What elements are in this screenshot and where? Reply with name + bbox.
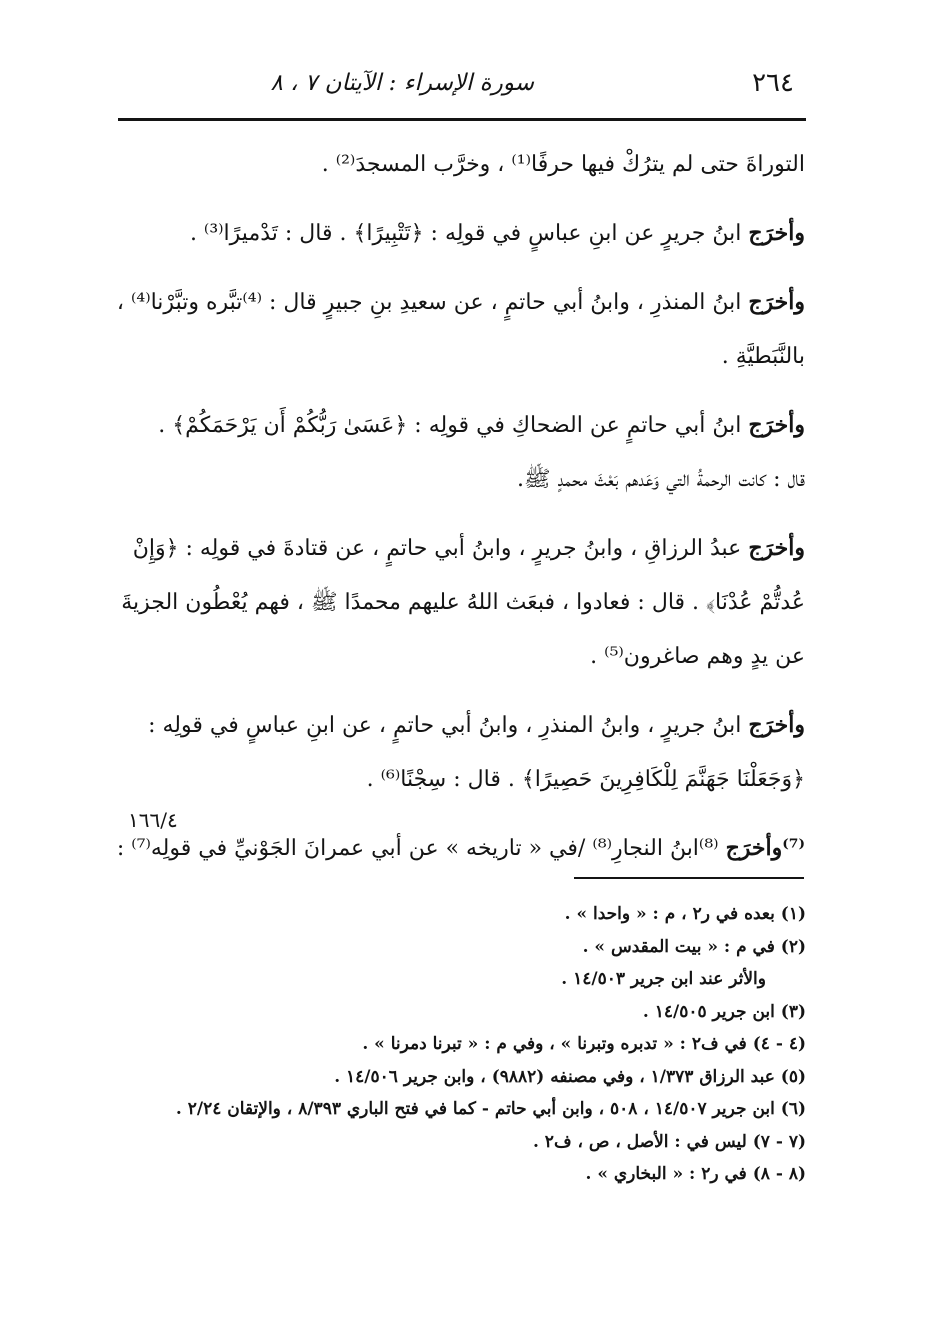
- lead-word: وأخرَج: [748, 712, 805, 738]
- text-line: قال : كانت الرحمةُ التي وَعَدهم بَعْثَ محمدٍ ﷺ.: [517, 467, 805, 492]
- text-line: وأخرَج ابنُ المنذرِ ، وابنُ أبي حاتمٍ ، عن سعيدِ بنِ جبيرٍ قال : ⁽⁴⁾تبَّره وتبَّرْنا⁽⁴⁾ ،: [116, 289, 805, 315]
- paragraph: [115, 698, 805, 807]
- text-line: وأخرَج ابنُ أبي حاتمٍ عن الضحاكِ في قولِه : ﴿عَسَىٰ رَبُّكُمْ أَن يَرْحَمَكُمْ﴾ .: [158, 412, 805, 438]
- text-line: التوراةَ حتى لم يترُكْ فيها حرفًا⁽¹⁾ ، وخرَّب المسجدَ⁽²⁾ .: [321, 152, 805, 177]
- text-line: وأخرَج ابنُ جريرٍ ، وابنُ المنذرِ ، وابنُ أبي حاتمٍ ، عن ابنِ عباسٍ في قولِه :: [148, 712, 805, 738]
- page-header: [118, 62, 804, 112]
- page-number: ٢٦٤: [752, 68, 794, 98]
- text-line: عُدتُّمْ عُدْنَا﴾ . قال : فعادوا ، فبعَث اللهُ عليهم محمدًا ﷺ ، فهم يُعْطُون الجزيةَ: [121, 590, 805, 615]
- text-line: عن يدٍ وهم صاغرون⁽⁵⁾ .: [590, 644, 805, 669]
- paragraph: [115, 521, 805, 684]
- footnote: (٨ - ٨) في ر٢ : « البخاري » .: [585, 1164, 806, 1184]
- lead-word: ⁽⁷⁾وأخرَج: [725, 835, 805, 861]
- main-text: [115, 138, 805, 890]
- text-line: ⁽⁷⁾وأخرَج ⁽⁸⁾ابنُ النجارِ⁽⁸⁾ /في « تاريخه » عن أبي عمرانَ الجَوْنيِّ في قولِه⁽⁷⁾ :: [116, 835, 805, 861]
- footnote: (٢) في م : « بيت المقدس » .: [582, 936, 806, 957]
- text-line: وأخرَج عبدُ الرزاقِ ، وابنُ جريرٍ ، وابنُ أبي حاتمٍ ، عن قتادةَ في قولِه : ﴿وَإِنْ: [132, 535, 805, 561]
- margin-reference: ١٦٦/٤: [128, 808, 178, 832]
- footnote: (١) بعده في ر٢ ، م : « واحدا » .: [564, 904, 806, 924]
- footnote: والأثر عند ابن جرير ١٤/٥٠٣ .: [561, 969, 766, 989]
- footnote: (٧ - ٧) ليس في : الأصل ، ص ، ف٢ .: [532, 1131, 806, 1152]
- header-rule: [118, 118, 806, 121]
- footnote: (٣) ابن جرير ١٤/٥٠٥ .: [642, 1001, 806, 1022]
- footnote: (٥) عبد الرزاق ١/٣٧٣ ، وفي مصنفه (٩٨٨٢) ، وابن جرير ١٤/٥٠٦ .: [334, 1066, 806, 1087]
- text-line: ﴿وَجَعَلْنَا جَهَنَّمَ لِلْكَافِرِينَ حَصِيرًا﴾ . قال : سِجْنًا⁽⁶⁾ .: [366, 767, 805, 792]
- text-line: وأخرَج ابنُ جريرٍ عن ابنِ عباسٍ في قولِه : ﴿تَتْبِيرًا﴾ . قال : تَدْميرًا⁽³⁾ .: [189, 220, 805, 246]
- paragraph: [115, 206, 805, 261]
- footnotes: [118, 898, 806, 1191]
- lead-word: وأخرَج: [748, 412, 805, 438]
- paragraph: [115, 398, 805, 507]
- paragraph: [115, 138, 805, 192]
- lead-word: وأخرَج: [748, 535, 805, 561]
- running-title: سورة الإسراء : الآيتان ٧ ، ٨: [270, 70, 534, 96]
- paragraph: [115, 275, 805, 384]
- footnote: (٤ - ٤) في ف٢ : « تدبره وتبرنا » ، وفي م : « تبرنا دمرنا » .: [362, 1034, 806, 1054]
- footnote: (٦) ابن جرير ١٤/٥٠٧ ، ٥٠٨ ، وابن أبي حاتم - كما في فتح الباري ٨/٣٩٣ ، والإتقان ٢/٢٤ .: [175, 1099, 806, 1119]
- lead-word: وأخرَج: [748, 289, 805, 315]
- lead-word: وأخرَج: [748, 220, 805, 246]
- paragraph: [115, 821, 805, 876]
- text-line: بالنَّبَطيَّةِ .: [721, 344, 805, 369]
- footnote-separator: [574, 877, 804, 879]
